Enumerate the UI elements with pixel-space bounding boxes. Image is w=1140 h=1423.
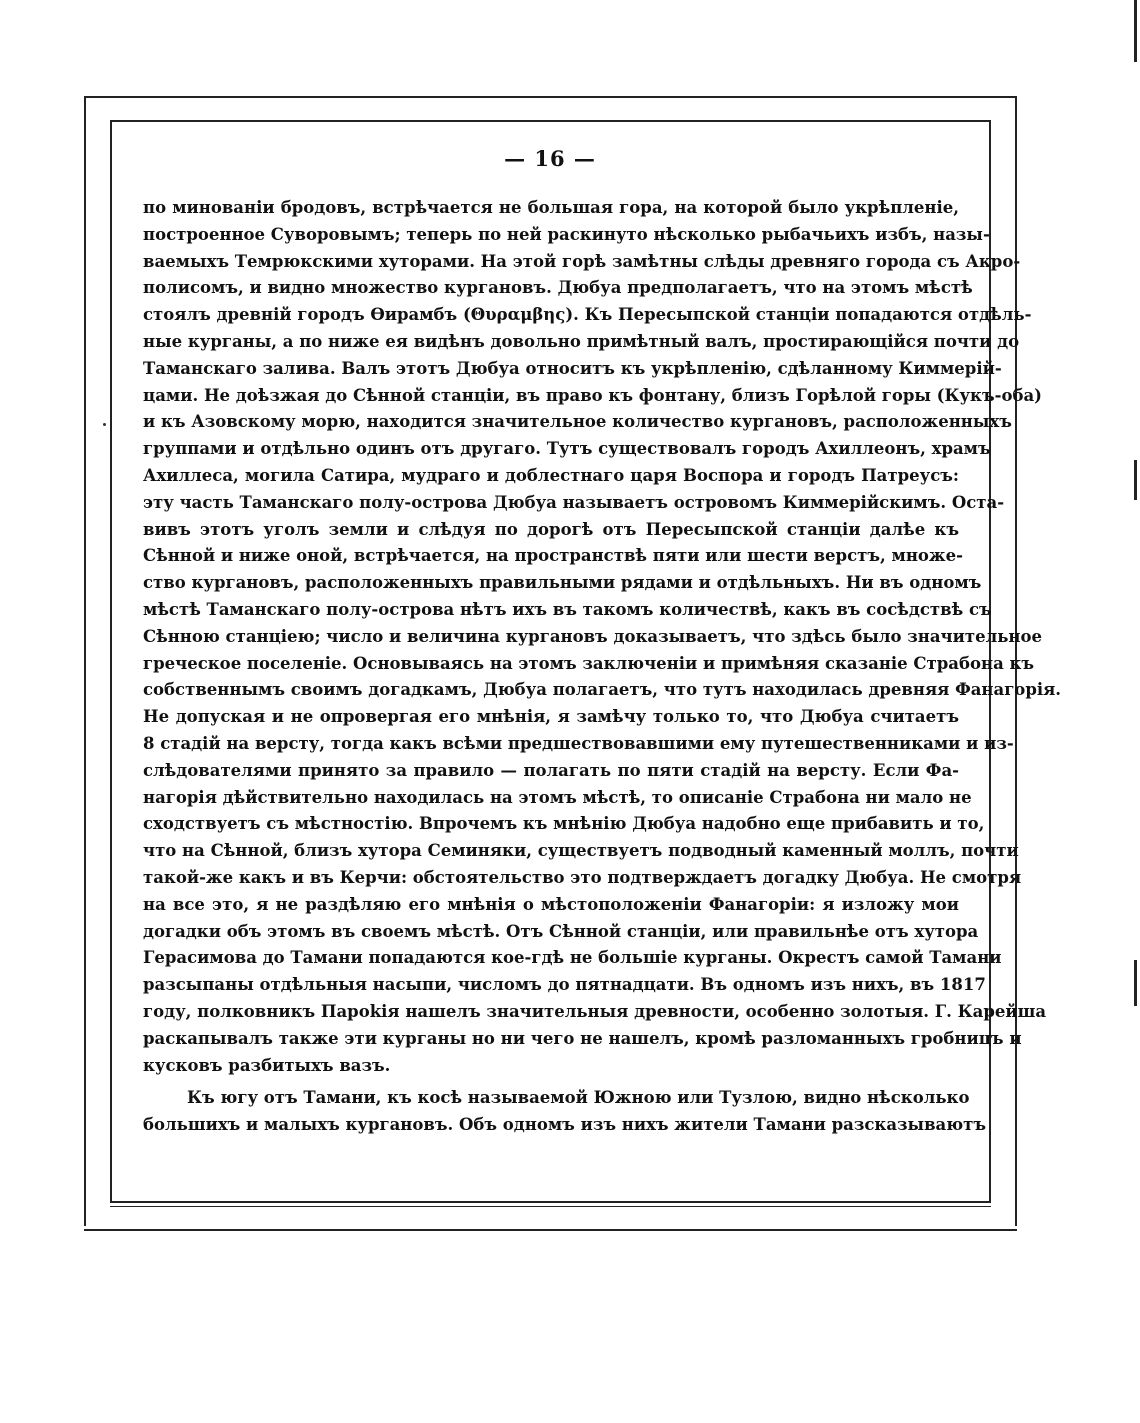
text-line: догадки объ этомъ въ своемъ мѣстѣ. Отъ Сѣнной станціи, или правильнѣе отъ хутора	[143, 921, 979, 941]
text-line: греческое поселеніе. Основываясь на этомъ заключеніи и примѣняя сказаніе Страбона къ	[143, 653, 1035, 673]
scan-edge-mark-lower	[1134, 960, 1137, 1006]
text-line: построенное Суворовымъ; теперь по ней раскинуто нѣсколько рыбачьихъ избъ, назы-	[143, 224, 990, 244]
inner-frame-bottom-rule	[110, 1206, 991, 1207]
text-line: ство кургановъ, расположенныхъ правильными рядами и отдѣльныхъ. Ни въ одномъ	[143, 573, 982, 593]
text-line: ные курганы, а по ниже ея видѣнъ довольно примѣтный валъ, простирающійся почти до	[143, 331, 1020, 351]
text-line: Ахиллеса, могила Сатира, мудраго и доблестнаго царя Воспора и городъ Патреусъ:	[143, 465, 959, 485]
text-line: полисомъ, и видно множество кургановъ. Дюбуа предполагаетъ, что на этомъ мѣстѣ	[143, 278, 973, 298]
text-line: Сѣнною станціею; число и величина кургановъ доказываетъ, что здѣсь было значительное	[143, 626, 1043, 646]
body-text	[143, 195, 1062, 1139]
scan-edge-mark-middle	[1134, 460, 1137, 500]
text-line: нагорія дѣйствительно находилась на этомъ мѣстѣ, то описаніе Страбона ни мало не	[143, 787, 972, 807]
outer-frame-bottom-rule	[84, 1229, 1017, 1231]
paragraph-2	[143, 1085, 987, 1139]
scan-edge-mark-top	[1134, 0, 1137, 62]
text-line: цами. Не доѣзжая до Сѣнной станціи, въ право къ фонтану, близъ Горѣлой горы (Кукъ-оба)	[143, 385, 1042, 405]
text-line: что на Сѣнной, близъ хутора Семиняки, существуетъ подводный каменный моллъ, почти	[143, 841, 1019, 861]
text-line: по минованіи бродовъ, встрѣчается не большая гора, на которой было укрѣпленіе,	[143, 198, 959, 217]
text-line: Герасимова до Тамани попадаются кое-гдѣ не большіе курганы. Окрестъ самой Тамани	[143, 948, 1002, 968]
text-line: ваемыхъ Темрюкскими хуторами. На этой горѣ замѣтны слѣды древняго города съ Акро-	[143, 251, 1021, 271]
text-line: вивъ этотъ уголъ земли и слѣдуя по дорогѣ отъ Пересыпской станціи далѣе къ	[143, 519, 959, 539]
text-line: раскапывалъ также эти курганы но ни чего не нашелъ, кромѣ разломанныхъ гробницъ и	[143, 1028, 1022, 1048]
text-line-last: кусковъ разбитыхъ вазъ.	[143, 1055, 391, 1075]
text-line: году, полковникъ Пароkія нашелъ значительныя древности, особенно золотыя. Г. Карейша	[143, 1001, 1047, 1021]
text-line: Не допуская и не опровергая его мнѣнія, я замѣчу только то, что Дюбуа считаетъ	[143, 707, 959, 727]
scan-speck	[103, 423, 106, 426]
text-line: такой-же какъ и въ Керчи: обстоятельство это подтверждаетъ догадку Дюбуа. Не смотря	[143, 867, 1022, 887]
text-line: Таманскаго залива. Валъ этотъ Дюбуа относитъ къ укрѣпленію, сдѣланному Киммерій-	[143, 358, 1002, 378]
text-line: на все это, я не раздѣляю его мнѣнія о мѣстоположеніи Фанагоріи: я изложу мои	[143, 894, 959, 914]
text-line: мѣстѣ Таманскаго полу-острова нѣтъ ихъ въ такомъ количествѣ, какъ въ сосѣдствѣ съ	[143, 599, 992, 619]
page-number: — 16 —	[504, 146, 596, 171]
text-line: большихъ и малыхъ кургановъ. Объ одномъ изъ нихъ жители Тамани разсказываютъ	[143, 1115, 987, 1135]
text-line: разсыпаны отдѣльныя насыпи, числомъ до пятнадцати. Въ одномъ изъ нихъ, въ 1817	[143, 975, 986, 995]
text-line: и къ Азовскому морю, находится значительное количество кургановъ, расположенныхъ	[143, 412, 1012, 432]
text-line: эту часть Таманскаго полу-острова Дюбуа называетъ островомъ Киммерійскимъ. Оста-	[143, 492, 1005, 512]
text-line-indented: Къ югу отъ Тамани, къ косѣ называемой Южною или Тузлою, видно нѣсколько	[187, 1088, 970, 1108]
text-line: Сѣнной и ниже оной, встрѣчается, на пространствѣ пяти или шести верстъ, множе-	[143, 546, 963, 566]
text-line: стоялъ древній городъ Өирамбъ (Θυραμβης). Къ Пересыпской станціи попадаются отдѣль-	[143, 305, 1032, 325]
text-line: слѣдователями принято за правило — полагать по пяти стадій на версту. Если Фа-	[143, 760, 959, 780]
text-line: собственнымъ своимъ догадкамъ, Дюбуа полагаетъ, что тутъ находилась древняя Фанагорія.	[143, 680, 1062, 700]
text-line: группами и отдѣльно одинъ отъ другаго. Тутъ существовалъ городъ Ахиллеонъ, храмъ	[143, 439, 991, 459]
text-line: сходствуетъ съ мѣстностію. Впрочемъ къ мнѣнію Дюбуа надобно еще прибавить и то,	[143, 814, 985, 834]
paragraph-1	[143, 195, 1062, 1079]
text-line: 8 стадій на версту, тогда какъ всѣми предшествовавшими ему путешественниками и из-	[143, 733, 1014, 753]
